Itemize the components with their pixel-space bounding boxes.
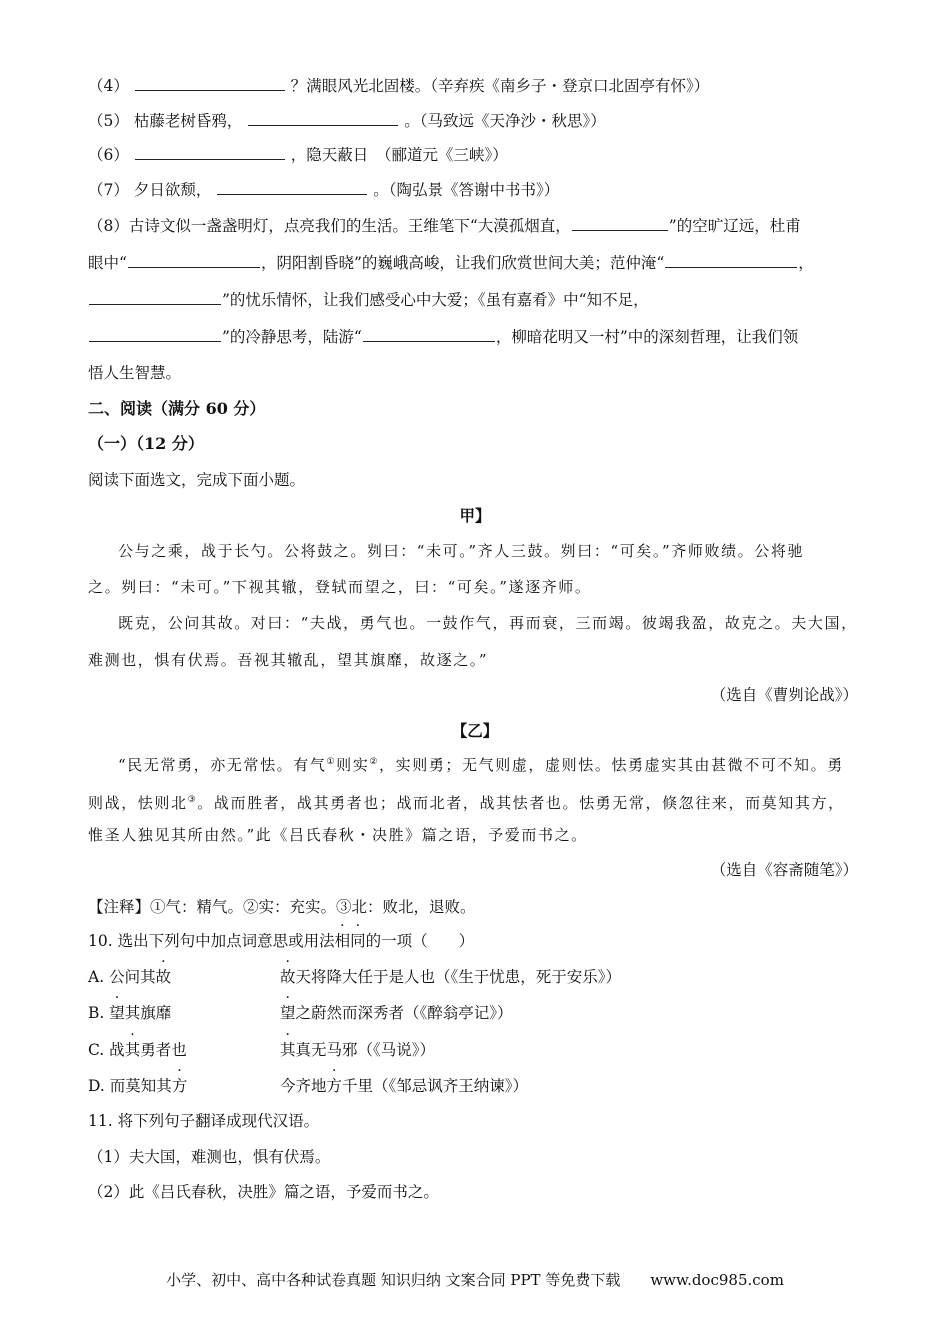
dotted-char: 其: [124, 1041, 141, 1059]
question-number: （7）: [88, 181, 129, 199]
passage-jia-title: 甲】: [459, 506, 491, 525]
option-right: [280, 966, 621, 988]
option-text: 战: [109, 1041, 125, 1059]
option-text: 今齐地: [280, 1077, 327, 1095]
question-text: 的一项（ ）: [365, 932, 475, 950]
option-text: 其旗靡: [124, 1004, 172, 1022]
option-label: C.: [88, 1041, 105, 1059]
option-left: [88, 966, 171, 988]
option-right: [280, 1002, 513, 1024]
passage-yi-line: [118, 751, 844, 776]
answer-blank: [135, 74, 285, 91]
question-text: 夕日欲颓，: [133, 181, 212, 199]
section-title: 二、阅读（满分 60 分）: [88, 399, 266, 418]
passage-jia-line: 既克，公问其故。对曰：“夫战，勇气也。一鼓作气，再而衰，三而竭。彼竭我盈，故克之。夫大国，: [118, 614, 858, 632]
dotted-char: 望: [109, 1004, 125, 1022]
question-6: [88, 143, 508, 166]
question-8-line-5: [88, 362, 181, 384]
option-left: [88, 1002, 171, 1024]
answer-blank: [572, 214, 668, 231]
question-10-stem: [88, 930, 474, 952]
question-number: （5）: [88, 112, 129, 130]
option-text: 勇者也: [140, 1041, 187, 1059]
question-text: ，隐天蔽日 （郦道元《三峡》）: [290, 146, 508, 164]
answer-blank: [217, 178, 367, 195]
question-text: 。（马致远《天净沙・秋思》）: [404, 112, 606, 130]
question-4: [88, 74, 709, 97]
passage-yi-source: （选自《容斋随笔》）: [710, 861, 858, 879]
option-text: 天将降大任于是人也（《生于忧患，死于安乐》）: [295, 968, 622, 986]
question-7: [88, 178, 559, 201]
option-label: D.: [88, 1077, 105, 1095]
answer-blank: [135, 143, 285, 160]
subsection-title: （一）（12 分）: [88, 434, 204, 453]
answer-blank: [665, 251, 797, 268]
question-text: 枯藤老树昏鸦，: [133, 112, 243, 130]
question-text: ”的冷静思考，陆游“: [222, 328, 362, 346]
dotted-char: 相: [334, 932, 351, 950]
footnote-marker: ①: [326, 757, 337, 767]
dotted-char: 其: [280, 1041, 296, 1059]
question-11-sentence-2: （2）此《吕氏春秋，决胜》篇之语，予爱而书之。: [88, 1183, 439, 1201]
passage-jia-line: 公与之乘，战于长勺。公将鼓之。刿曰：“未可。”齐人三鼓。刿曰：“可矣。”齐师败绩。公将驰: [118, 542, 805, 560]
option-text: 千里（《邹忌讽齐王纳谏》）: [342, 1077, 529, 1095]
passage-yi-line: [88, 789, 845, 814]
option-label: B.: [88, 1004, 105, 1022]
dotted-char: 故: [280, 968, 296, 986]
question-text: ”的空旷辽远，杜甫: [668, 217, 801, 235]
passage-text: 则战，怯则北: [88, 794, 188, 812]
question-11-stem: 11. 将下列句子翻译成现代汉语。: [88, 1112, 320, 1130]
question-text: ”的忧乐情怀，让我们感受心中大爱；《虽有嘉肴》中“知不足，: [222, 291, 649, 309]
question-5: [88, 109, 606, 132]
passage-text: “民无常勇，亦无常怯。有气: [118, 756, 327, 774]
question-text: ，阴阳割昏晓”的巍峨高峻，让我们欣赏世间大美；范仲淹“: [260, 254, 665, 272]
passage-jia-source: （选自《曹刿论战》）: [710, 686, 858, 704]
question-text: 眼中“: [88, 254, 127, 272]
dotted-char: 望: [280, 1004, 296, 1022]
annotation-notes: 【注释】①气：精气。②实：充实。③北：败北，退败。: [88, 898, 476, 916]
page-footer: 小学、初中、高中各种试卷真题 知识归纳 文案合同 PPT 等免费下载 www.doc985.com: [166, 1271, 784, 1289]
dotted-char: 方: [171, 1077, 188, 1095]
question-number: （4）: [88, 77, 129, 95]
passage-yi-line: 惟圣人独见其所由然。”此《吕氏春秋・决胜》篇之语，予爱而书之。: [88, 826, 588, 844]
question-11-sentence-1: （1）夫大国，难测也，惧有伏焉。: [88, 1148, 331, 1166]
option-right: [280, 1039, 435, 1061]
option-text: 真无马邪（《马说》）: [295, 1041, 436, 1059]
answer-blank: [89, 288, 221, 305]
footnote-marker: ②: [369, 757, 380, 767]
question-8-line-2: [88, 251, 814, 274]
answer-blank: [128, 251, 260, 268]
footnote-marker: ③: [187, 795, 198, 805]
option-left: [88, 1075, 187, 1097]
option-text: 而莫知其: [109, 1077, 172, 1095]
passage-yi-title: 【乙】: [451, 721, 499, 740]
question-8-line-1: [88, 214, 801, 237]
question-8-line-3: [88, 288, 649, 311]
dotted-char: 方: [326, 1077, 343, 1095]
passage-text: ，实则勇；无气则虚，虚则怯。怯勇虚实其由甚微不可不知。勇: [379, 756, 844, 774]
question-text: ，: [798, 254, 814, 272]
option-text: 之蔚然而深秀者（《醉翁亭记》）: [295, 1004, 513, 1022]
question-text: 10. 选出下列句中加点词意思或用法: [88, 932, 335, 950]
passage-jia-line: 难测也，惧有伏焉。吾视其辙乱，望其旗靡，故逐之。”: [88, 651, 489, 669]
dotted-char: 同: [350, 932, 366, 950]
question-text: ，柳暗花明又一村”中的深刻哲理，让我们领: [495, 328, 799, 346]
option-label: A.: [88, 968, 105, 986]
passage-jia-line: 之。刿曰：“未可。”下视其辙，登轼而望之，曰：“可矣。”遂逐齐师。: [88, 578, 592, 596]
question-text: （8）古诗文似一盏盏明灯，点亮我们的生活。王维笔下“大漠孤烟直，: [88, 217, 571, 235]
question-text: ？满眼风光北固楼。（辛弃疾《南乡子・登京口北固亭有怀》）: [290, 77, 710, 95]
passage-text: 则实: [336, 756, 370, 774]
answer-blank: [363, 325, 495, 342]
passage-text: 。战而胜者，战其勇者也；战而北者，战其怯者也。怯勇无常，倏忽往来，而莫知其方，: [197, 794, 845, 812]
option-text: 公问其: [109, 968, 156, 986]
question-number: （6）: [88, 146, 129, 164]
question-text: 。（陶弘景《答谢中书书》）: [373, 181, 560, 199]
answer-blank: [248, 109, 398, 126]
question-text: 悟人生智慧。: [88, 364, 182, 382]
dotted-char: 故: [155, 968, 172, 986]
instruction: 阅读下面选文，完成下面小题。: [88, 471, 306, 489]
option-right: [280, 1075, 528, 1097]
question-8-line-4: [88, 325, 798, 348]
option-left: [88, 1039, 187, 1061]
answer-blank: [89, 325, 221, 342]
